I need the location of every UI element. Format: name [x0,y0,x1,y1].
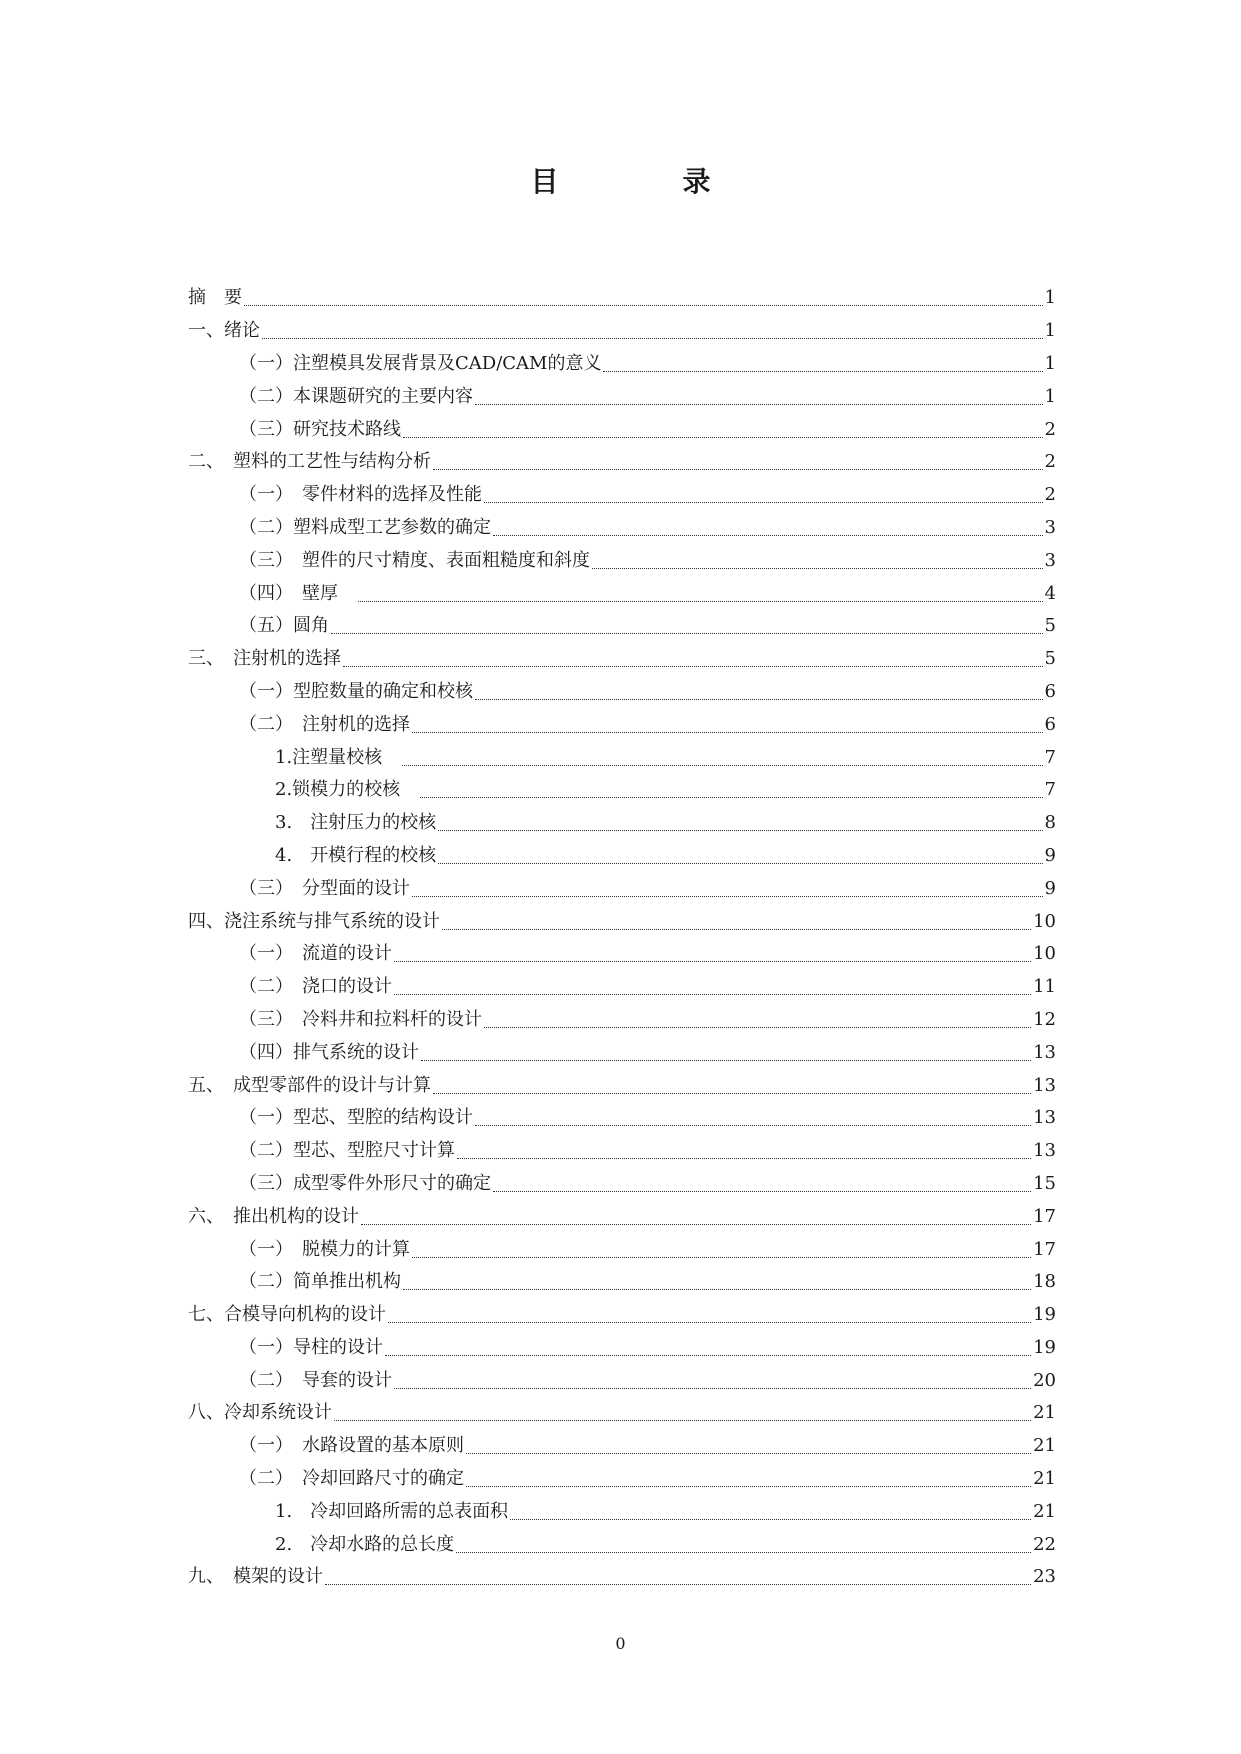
toc-entry[interactable] [188,1397,1056,1430]
toc-entry-label: （三） 塑件的尺寸精度、表面粗糙度和斜度 [239,549,590,571]
toc-entry-page-number: 3 [1044,516,1056,538]
toc-entry-label: （一）导柱的设计 [239,1336,383,1358]
toc-entry[interactable] [188,1430,1056,1463]
toc-entry[interactable] [188,840,1056,873]
toc-entry[interactable] [188,708,1056,741]
toc-entry[interactable] [188,1561,1056,1594]
toc-entry[interactable] [188,380,1056,413]
toc-entry-page-number: 7 [1044,779,1056,801]
toc-entry[interactable] [188,1495,1056,1528]
toc-entry-page-number: 15 [1033,1172,1056,1194]
toc-entry-page-number: 13 [1033,1107,1056,1129]
toc-entry-page-number: 9 [1044,877,1056,899]
toc-dot-leader [358,600,1043,602]
toc-dot-leader [394,993,1031,995]
toc-entry-label: （二） 导套的设计 [239,1369,392,1391]
toc-entry[interactable] [188,741,1056,774]
toc-entry-page-number: 2 [1044,451,1056,473]
toc-entry-page-number: 10 [1033,910,1056,932]
toc-entry-label: （二）型芯、型腔尺寸计算 [239,1140,455,1162]
toc-entry[interactable] [188,774,1056,807]
toc-dot-leader [331,632,1043,634]
toc-entry-label: （二）本课题研究的主要内容 [239,385,473,407]
toc-entry-page-number: 2 [1044,484,1056,506]
toc-dot-leader [510,1518,1031,1520]
toc-entry-label: （五）圆角 [239,615,329,637]
toc-entry[interactable] [188,544,1056,577]
toc-entry-label: （三）研究技术路线 [239,418,401,440]
toc-entry[interactable] [188,282,1056,315]
toc-entry[interactable] [188,1135,1056,1168]
toc-entry-page-number: 12 [1033,1008,1056,1030]
toc-entry-label: 六、 推出机构的设计 [188,1205,359,1227]
toc-dot-leader [466,1452,1031,1454]
toc-dot-leader [442,928,1031,930]
toc-entry-page-number: 13 [1033,1140,1056,1162]
toc-entry[interactable] [188,971,1056,1004]
toc-dot-leader [457,1157,1031,1159]
toc-entry[interactable] [188,348,1056,381]
footer-page-number: 0 [615,1634,626,1653]
toc-entry-label: （三）成型零件外形尺寸的确定 [239,1172,491,1194]
toc-entry-label: （二） 注射机的选择 [239,713,410,735]
toc-dot-leader [475,1124,1031,1126]
toc-entry-label: 四、浇注系统与排气系统的设计 [188,910,440,932]
toc-dot-leader [475,403,1043,405]
toc-dot-leader [466,1485,1031,1487]
toc-entry-page-number: 21 [1033,1402,1056,1424]
toc-entry-page-number: 3 [1044,549,1056,571]
toc-entry-page-number: 19 [1033,1304,1056,1326]
toc-entry-label: （二） 浇口的设计 [239,976,392,998]
toc-entry[interactable] [188,479,1056,512]
toc-entry[interactable] [188,610,1056,643]
toc-entry-label: 1. 冷却回路所需的总表面积 [275,1500,509,1522]
toc-entry-label: 二、 塑料的工艺性与结构分析 [188,451,431,473]
toc-entry[interactable] [188,1364,1056,1397]
toc-entry-page-number: 1 [1044,385,1056,407]
toc-entry-page-number: 5 [1044,615,1056,637]
table-of-contents [188,282,1056,1594]
page-title: 目 录 [530,165,759,198]
toc-entry-label: 摘 要 [188,287,242,309]
toc-dot-leader [412,895,1043,897]
toc-dot-leader [403,436,1043,438]
toc-entry-label: 2. 冷却水路的总长度 [275,1533,455,1555]
toc-dot-leader [433,468,1043,470]
toc-entry-label: （一） 零件材料的选择及性能 [239,484,482,506]
toc-entry-page-number: 19 [1033,1336,1056,1358]
toc-entry[interactable] [188,1332,1056,1365]
toc-entry[interactable] [188,643,1056,676]
toc-entry-label: 七、合模导向机构的设计 [188,1304,386,1326]
toc-entry[interactable] [188,446,1056,479]
toc-entry-page-number: 8 [1044,812,1056,834]
toc-dot-leader [334,1419,1031,1421]
toc-entry-page-number: 22 [1033,1533,1056,1555]
toc-entry-label: 3. 注射压力的校核 [275,812,437,834]
toc-entry[interactable] [188,1036,1056,1069]
toc-entry[interactable] [188,676,1056,709]
toc-entry[interactable] [188,1102,1056,1135]
toc-dot-leader [484,1026,1031,1028]
toc-entry-label: （一） 水路设置的基本原则 [239,1435,464,1457]
toc-entry-label: （一） 流道的设计 [239,943,392,965]
toc-dot-leader [394,960,1031,962]
toc-dot-leader [438,862,1042,864]
toc-entry[interactable] [188,1200,1056,1233]
toc-dot-leader [592,567,1043,569]
toc-entry-page-number: 1 [1044,320,1056,342]
toc-dot-leader [361,1223,1031,1225]
toc-entry-page-number: 20 [1033,1369,1056,1391]
toc-entry-page-number: 1 [1044,352,1056,374]
toc-entry[interactable] [188,512,1056,545]
toc-entry-page-number: 17 [1033,1238,1056,1260]
toc-entry-page-number: 2 [1044,418,1056,440]
toc-dot-leader [412,731,1043,733]
toc-entry-label: 2.锁模力的校核 [275,779,419,801]
toc-entry[interactable] [188,905,1056,938]
toc-entry-page-number: 1 [1044,287,1056,309]
toc-dot-leader [403,1288,1031,1290]
toc-entry-label: （三） 冷料井和拉料杆的设计 [239,1008,482,1030]
toc-entry-label: （一） 脱模力的计算 [239,1238,410,1260]
toc-entry[interactable] [188,315,1056,348]
toc-entry-page-number: 4 [1044,582,1056,604]
toc-entry-page-number: 6 [1044,713,1056,735]
toc-entry-label: （二）塑料成型工艺参数的确定 [239,516,491,538]
toc-dot-leader [420,796,1042,798]
toc-dot-leader [244,304,1043,306]
toc-dot-leader [475,698,1043,700]
toc-entry-label: （一）型腔数量的确定和校核 [239,680,473,702]
toc-dot-leader [343,665,1043,667]
toc-entry-page-number: 9 [1044,844,1056,866]
toc-entry-page-number: 21 [1033,1500,1056,1522]
toc-entry[interactable] [188,1069,1056,1102]
toc-dot-leader [385,1354,1031,1356]
toc-entry-label: （一）型芯、型腔的结构设计 [239,1107,473,1129]
toc-entry-label: （三） 分型面的设计 [239,877,410,899]
toc-entry-page-number: 13 [1033,1041,1056,1063]
toc-entry[interactable] [188,577,1056,610]
toc-dot-leader [493,534,1043,536]
toc-entry-label: 1.注塑量校核 [275,746,401,768]
toc-entry-page-number: 5 [1044,648,1056,670]
toc-entry-page-number: 23 [1033,1566,1056,1588]
toc-entry-label: 三、 注射机的选择 [188,648,341,670]
toc-entry-label: （四） 壁厚 [239,582,356,604]
toc-entry[interactable] [188,807,1056,840]
toc-entry-label: （二）简单推出机构 [239,1271,401,1293]
toc-entry-page-number: 21 [1033,1435,1056,1457]
toc-entry-page-number: 11 [1033,976,1056,998]
toc-entry-page-number: 17 [1033,1205,1056,1227]
toc-dot-leader [456,1551,1031,1553]
toc-entry-page-number: 7 [1044,746,1056,768]
toc-entry[interactable] [188,413,1056,446]
toc-entry-label: （一）注塑模具发展背景及CAD/CAM的意义 [239,352,602,374]
toc-entry[interactable] [188,872,1056,905]
toc-dot-leader [262,337,1043,339]
toc-dot-leader [493,1190,1031,1192]
toc-entry[interactable] [188,1266,1056,1299]
toc-entry-page-number: 10 [1033,943,1056,965]
toc-entry-page-number: 6 [1044,680,1056,702]
toc-entry-page-number: 21 [1033,1468,1056,1490]
toc-dot-leader [402,764,1042,766]
toc-entry[interactable] [188,938,1056,971]
toc-dot-leader [412,1256,1031,1258]
toc-entry-label: 一、绪论 [188,320,260,342]
toc-dot-leader [421,1059,1031,1061]
toc-entry[interactable] [188,1299,1056,1332]
toc-entry-page-number: 18 [1033,1271,1056,1293]
toc-entry[interactable] [188,1233,1056,1266]
toc-entry-label: （二） 冷却回路尺寸的确定 [239,1468,464,1490]
toc-dot-leader [394,1387,1031,1389]
toc-dot-leader [388,1321,1031,1323]
toc-dot-leader [433,1092,1031,1094]
toc-dot-leader [325,1583,1031,1585]
toc-entry-page-number: 13 [1033,1074,1056,1096]
toc-entry-label: 九、 模架的设计 [188,1566,323,1588]
toc-entry[interactable] [188,1004,1056,1037]
toc-entry[interactable] [188,1168,1056,1201]
toc-entry[interactable] [188,1463,1056,1496]
toc-entry-label: 五、 成型零部件的设计与计算 [188,1074,431,1096]
toc-entry[interactable] [188,1528,1056,1561]
toc-dot-leader [438,829,1042,831]
toc-entry-label: 4. 开模行程的校核 [275,844,437,866]
toc-entry-label: 八、冷却系统设计 [188,1402,332,1424]
toc-dot-leader [484,501,1043,503]
toc-entry-label: （四）排气系统的设计 [239,1041,419,1063]
toc-dot-leader [603,370,1042,372]
